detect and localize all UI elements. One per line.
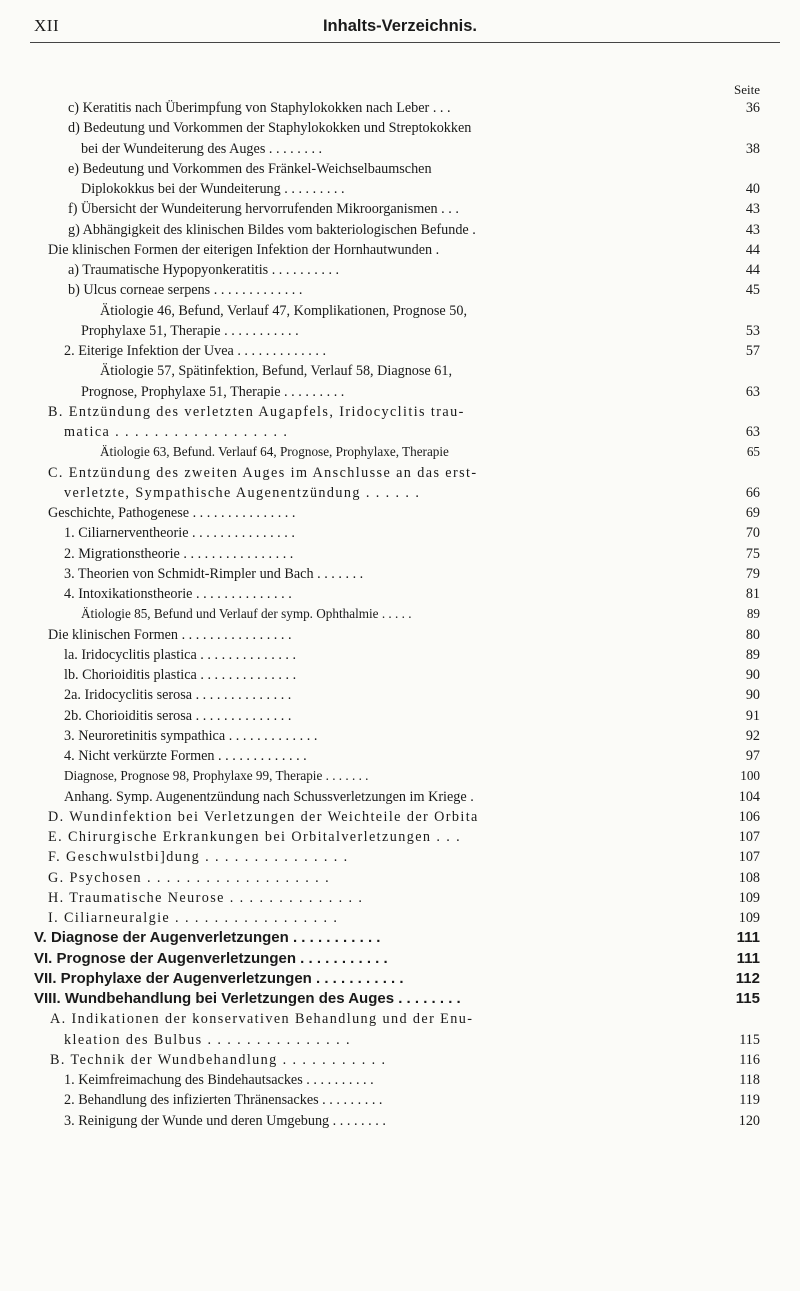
toc-entry-text: A. Indikationen der konservativen Behandlung und der Enu- <box>50 1011 474 1028</box>
toc-entry-page: 44 <box>745 262 760 278</box>
page-number: XII <box>34 16 60 35</box>
toc-entry-page: 63 <box>745 383 760 400</box>
toc-entry-text: G. Psychosen . . . . . . . . . . . . . . . . . . . <box>48 869 331 886</box>
toc-entry <box>0 199 800 219</box>
toc-entry-page: 116 <box>739 1051 760 1068</box>
toc-entry-page: 108 <box>738 869 760 886</box>
toc-entry-page: 36 <box>745 100 760 116</box>
toc-entry-page: 115 <box>735 990 760 1007</box>
toc-entry <box>0 564 800 584</box>
toc-entry-text: Prophylaxe 51, Therapie . . . . . . . . . . . <box>81 322 299 339</box>
toc-entry <box>0 179 800 199</box>
toc-entry-text: Ätiologie 46, Befund, Verlauf 47, Komplikationen, Prognose 50, <box>100 302 467 319</box>
toc-entry-page: 107 <box>738 829 760 845</box>
toc-entry <box>0 1050 800 1070</box>
toc-entry-page: 43 <box>745 201 760 218</box>
toc-entry-text: 2a. Iridocyclitis serosa . . . . . . . . . . . . . . <box>64 687 292 704</box>
toc-entry <box>0 888 800 908</box>
toc-entry-page: 89 <box>746 606 760 622</box>
toc-entry <box>0 645 800 665</box>
toc-entry-text: 2. Eiterige Infektion der Uvea . . . . . . . . . . . . . <box>64 343 327 359</box>
toc-entry-text: b) Ulcus corneae serpens . . . . . . . . . . . . . <box>68 282 303 299</box>
toc-entry <box>0 98 800 118</box>
toc-entry <box>0 908 800 928</box>
toc-entry-text: Ätiologie 63, Befund. Verlauf 64, Prognose, Prophylaxe, Therapie <box>100 444 449 460</box>
toc-entry-page: 119 <box>739 1092 760 1109</box>
toc-entry-text: B. Entzündung des verletzten Augapfels, Iridocyclitis trau- <box>48 403 465 420</box>
toc-entry-text: Diplokokkus bei der Wundeiterung . . . . . . . . . <box>81 181 345 197</box>
toc-entry <box>0 1090 800 1110</box>
toc-entry-text: Ätiologie 85, Befund und Verlauf der symp. Ophthalmie . . . . . <box>81 606 412 622</box>
toc-entry-text: Ätiologie 57, Spätinfektion, Befund, Verlauf 58, Diagnose 61, <box>100 363 453 380</box>
toc-entry <box>0 969 800 989</box>
toc-entry <box>0 402 800 422</box>
toc-entry-text: 3. Theorien von Schmidt-Rimpler und Bach . . . . . . . <box>64 565 364 582</box>
toc-entry-page: 66 <box>745 484 760 501</box>
toc-entry <box>0 746 800 766</box>
toc-entry-text: matica . . . . . . . . . . . . . . . . . . <box>64 424 289 440</box>
seite-label: Seite <box>734 82 760 97</box>
toc-entry-text: bei der Wundeiterung des Auges . . . . . . . . <box>81 140 323 157</box>
toc-entry-page: 65 <box>746 444 760 460</box>
toc-entry-text: D. Wundinfektion bei Verletzungen der Weichteile der Orbita <box>48 808 479 825</box>
toc-entry-text: V. Diagnose der Augenverletzungen . . . . . . . . . . . <box>34 929 381 947</box>
toc-entry <box>0 807 800 827</box>
toc-entry-page: 69 <box>745 505 760 521</box>
toc-entry-text: 4. Nicht verkürzte Formen . . . . . . . . . . . . . <box>64 748 307 764</box>
toc-entry-text: Die klinischen Formen der eiterigen Infektion der Hornhautwunden . <box>48 241 440 258</box>
toc-entry <box>0 949 800 969</box>
toc-entry <box>0 321 800 341</box>
toc-entry <box>0 766 800 786</box>
toc-entry-text: I. Ciliarneuralgie . . . . . . . . . . . . . . . . . <box>48 910 339 926</box>
toc-entry-text: lb. Chorioiditis plastica . . . . . . . . . . . . . . <box>64 667 297 683</box>
toc-entry-page: 81 <box>745 586 760 602</box>
toc-entry-text: Geschichte, Pathogenese . . . . . . . . . . . . . . . <box>48 505 296 521</box>
toc-entry-page: 45 <box>745 282 760 299</box>
toc-entry-page: 100 <box>740 768 760 784</box>
toc-entry <box>0 442 800 462</box>
toc-entry <box>0 1070 800 1090</box>
toc-entry-text: c) Keratitis nach Überimpfung von Staphylokokken nach Leber . . . <box>68 100 451 116</box>
toc-entry-text: Diagnose, Prognose 98, Prophylaxe 99, Therapie . . . . . . . <box>64 768 369 784</box>
toc-entry-page: 111 <box>736 929 760 947</box>
toc-entry-text: 1. Ciliarnerventheorie . . . . . . . . . . . . . . . <box>64 525 295 542</box>
toc-entry <box>0 787 800 807</box>
toc-entry-text: f) Übersicht der Wundeiterung hervorrufenden Mikroorganismen . . . <box>68 201 459 218</box>
toc-entry-text: la. Iridocyclitis plastica . . . . . . . . . . . . . . <box>64 646 297 663</box>
toc-entry <box>0 523 800 543</box>
toc-entry <box>0 847 800 867</box>
toc-entry-page: 80 <box>745 626 760 643</box>
toc-entry-text: 3. Neuroretinitis sympathica . . . . . . . . . . . . . <box>64 727 318 744</box>
toc-entry-text: 2b. Chorioiditis serosa . . . . . . . . . . . . . . <box>64 707 292 724</box>
toc-entry-page: 53 <box>745 322 760 339</box>
toc-entry <box>0 483 800 503</box>
toc-entry-text: 1. Keimfreimachung des Bindehautsackes . . . . . . . . . . <box>64 1072 374 1088</box>
toc-entry <box>0 1111 800 1131</box>
toc-entry-text: H. Traumatische Neurose . . . . . . . . . . . . . . <box>48 889 364 906</box>
toc-entry <box>0 301 800 321</box>
toc-entry-text: C. Entzündung des zweiten Auges im Anschlusse an das erst- <box>48 464 478 481</box>
toc-entry-page: 70 <box>745 525 760 542</box>
toc-entry-page: 97 <box>745 748 760 764</box>
toc-entry <box>0 1009 800 1029</box>
toc-entry-text: Prognose, Prophylaxe 51, Therapie . . . . . . . . . <box>81 383 345 400</box>
toc-entry-text: g) Abhängigkeit des klinischen Bildes vom bakteriologischen Befunde . <box>68 221 476 238</box>
toc-entry-text: Anhang. Symp. Augenentzündung nach Schussverletzungen im Kriege . <box>64 788 474 805</box>
toc-entry-text: VIII. Wundbehandlung bei Verletzungen des Auges . . . . . . . . <box>34 990 461 1007</box>
toc-entry <box>0 928 800 948</box>
toc-entry-text: 2. Behandlung des infizierten Thränensackes . . . . . . . . . <box>64 1092 383 1109</box>
toc-entry-page: 44 <box>745 241 760 258</box>
toc-entry <box>0 220 800 240</box>
toc-entry-page: 89 <box>745 646 760 663</box>
toc-entry <box>0 422 800 442</box>
toc-entry-page: 109 <box>738 910 760 926</box>
toc-entry <box>0 382 800 402</box>
toc-entry <box>0 139 800 159</box>
toc-entry-text: e) Bedeutung und Vorkommen des Fränkel-Weichselbaumschen <box>68 160 432 177</box>
toc-entry <box>0 868 800 888</box>
toc-entry-page: 79 <box>745 565 760 582</box>
page-title: Inhalts-Verzeichnis. <box>322 17 478 35</box>
toc-entry-page: 92 <box>745 727 760 744</box>
toc-entry <box>0 827 800 847</box>
toc-entry <box>0 341 800 361</box>
toc-entry <box>0 685 800 705</box>
toc-entry-page: 40 <box>745 181 760 197</box>
toc-entry-text: VI. Prognose der Augenverletzungen . . . . . . . . . . . <box>34 949 388 967</box>
toc-entry-page: 63 <box>745 424 760 440</box>
toc-entry <box>0 604 800 624</box>
toc-entry <box>0 361 800 381</box>
toc-entry <box>0 625 800 645</box>
toc-entry-text: kleation des Bulbus . . . . . . . . . . . . . . . <box>64 1031 351 1048</box>
toc-entry-page: 118 <box>739 1072 760 1088</box>
toc-entry <box>0 240 800 260</box>
toc-entry-page: 90 <box>745 667 760 683</box>
toc-entry-page: 120 <box>738 1112 760 1129</box>
toc-entry <box>0 989 800 1009</box>
toc-entry <box>0 159 800 179</box>
toc-entry <box>0 1030 800 1050</box>
toc-entry-page: 111 <box>736 949 760 967</box>
toc-entry-text: Die klinischen Formen . . . . . . . . . . . . . . . . <box>48 626 292 643</box>
toc-entry-text: F. Geschwulstbi]dung . . . . . . . . . . . . . . . <box>48 849 349 866</box>
toc-entry <box>0 503 800 523</box>
toc-entry-text: 3. Reinigung der Wunde und deren Umgebung . . . . . . . . <box>64 1112 386 1129</box>
toc-entry <box>0 463 800 483</box>
toc-entry <box>0 118 800 138</box>
toc-entry-page: 43 <box>745 221 760 238</box>
toc-entry-page: 104 <box>738 788 760 805</box>
toc-entry-page: 106 <box>738 808 760 825</box>
toc-entry-text: 2. Migrationstheorie . . . . . . . . . . . . . . . . <box>64 545 294 562</box>
toc-entry-text: a) Traumatische Hypopyonkeratitis . . . . . . . . . . <box>68 262 340 278</box>
toc-entry <box>0 665 800 685</box>
toc-entry <box>0 260 800 280</box>
toc-entry-text: verletzte, Sympathische Augenentzündung . . . . . . <box>64 484 421 501</box>
toc-entry-page: 107 <box>738 849 760 866</box>
toc-entry <box>0 726 800 746</box>
toc-entry <box>0 280 800 300</box>
toc-entry-text: B. Technik der Wundbehandlung . . . . . . . . . . . <box>50 1051 387 1068</box>
table-of-contents <box>0 98 800 1131</box>
toc-entry-text: d) Bedeutung und Vorkommen der Staphylokokken und Streptokokken <box>68 120 472 137</box>
toc-entry <box>0 584 800 604</box>
toc-entry-text: 4. Intoxikationstheorie . . . . . . . . . . . . . . <box>64 586 292 602</box>
toc-entry-page: 90 <box>745 687 760 704</box>
header-rule <box>30 42 780 43</box>
toc-entry <box>0 706 800 726</box>
toc-entry-page: 112 <box>735 969 760 987</box>
toc-entry-page: 115 <box>739 1031 760 1048</box>
toc-entry-page: 38 <box>745 140 760 157</box>
toc-entry-page: 109 <box>738 889 760 906</box>
toc-entry <box>0 544 800 564</box>
toc-entry-page: 57 <box>745 343 760 359</box>
toc-entry-page: 75 <box>745 545 760 562</box>
toc-entry-page: 91 <box>745 707 760 724</box>
toc-entry-text: VII. Prophylaxe der Augenverletzungen . . . . . . . . . . . <box>34 969 404 987</box>
toc-entry-text: E. Chirurgische Erkrankungen bei Orbitalverletzungen . . . <box>48 829 462 845</box>
